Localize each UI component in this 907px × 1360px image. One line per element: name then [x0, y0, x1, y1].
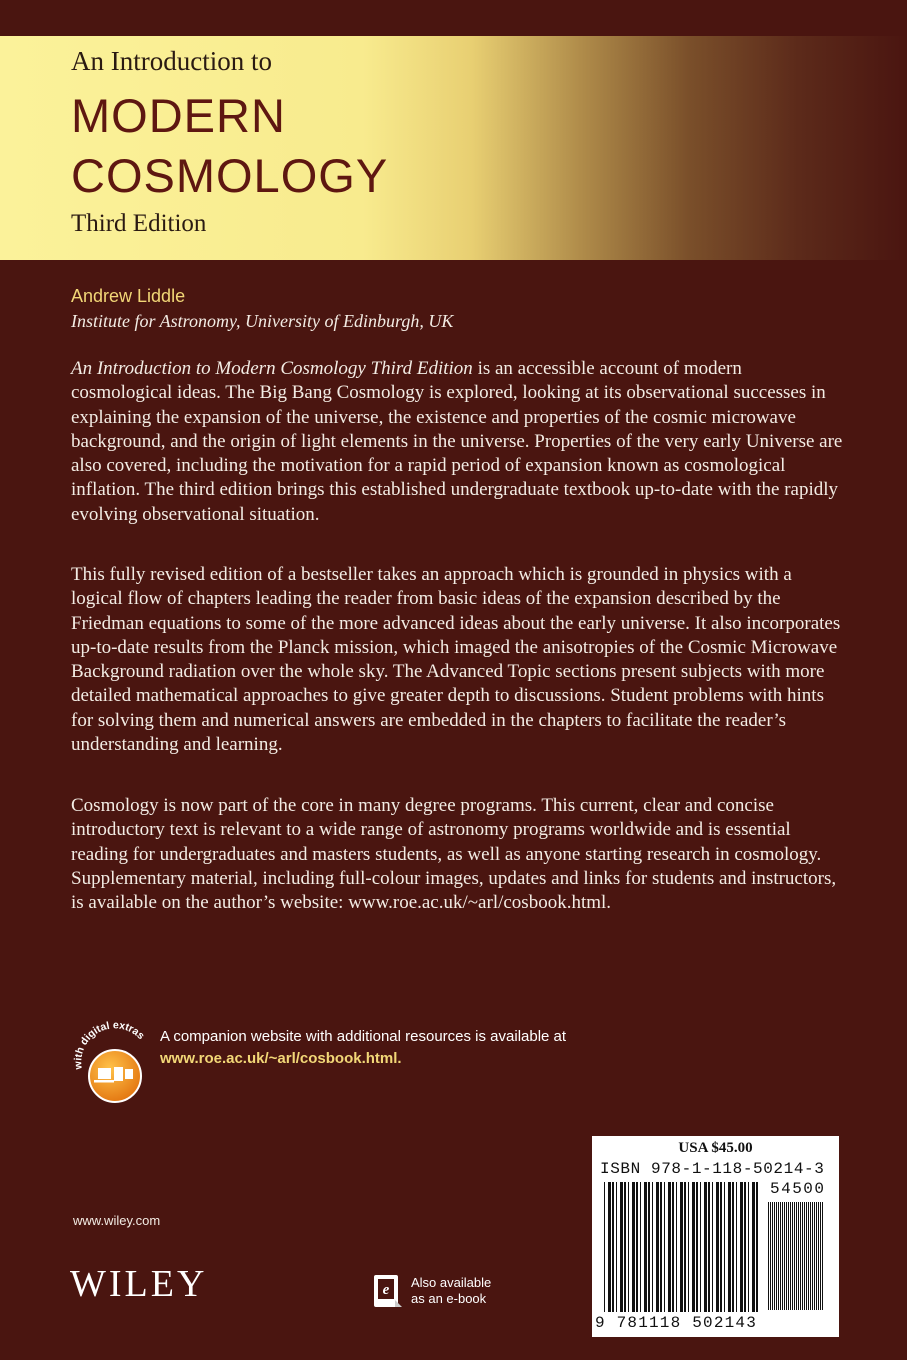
barcode-bar — [798, 1202, 799, 1310]
description-paragraph-2 — [71, 563, 846, 757]
barcode-bar — [620, 1182, 623, 1312]
ebook-icon — [373, 1274, 403, 1308]
barcode-bar — [780, 1202, 781, 1310]
barcode-bar — [612, 1182, 614, 1312]
barcode-bar — [688, 1182, 689, 1312]
barcode-bar — [644, 1182, 647, 1312]
barcode-bar — [814, 1202, 815, 1310]
book-title-italic: An Introduction to Modern Cosmology Third Edition — [71, 358, 473, 379]
barcode-bar — [696, 1182, 698, 1312]
barcode-bar — [794, 1202, 795, 1310]
companion-text: A companion website with additional resources is available at — [160, 1028, 567, 1045]
barcode-bar — [776, 1202, 777, 1310]
barcode-bar — [712, 1182, 713, 1312]
barcode-bar — [724, 1182, 725, 1312]
barcode-bar — [732, 1182, 734, 1312]
barcode-bar — [628, 1182, 629, 1312]
description-paragraph-1 — [71, 357, 846, 527]
barcode-bar — [608, 1182, 611, 1312]
digital-extras-badge-icon — [70, 1017, 160, 1107]
author-name: Andrew Liddle — [71, 286, 186, 306]
svg-text:e: e — [382, 1282, 390, 1298]
author-affiliation: Institute for Astronomy, University of Edinburgh, UK — [71, 311, 454, 331]
barcode-bar — [728, 1182, 731, 1312]
barcode-bar — [624, 1182, 626, 1312]
barcode-bar — [664, 1182, 665, 1312]
barcode-bar — [684, 1182, 686, 1312]
barcode-bar — [812, 1202, 813, 1310]
ebook-availability — [411, 1275, 491, 1307]
barcode-bar — [786, 1202, 787, 1310]
barcode-bar — [656, 1182, 659, 1312]
edition-label: Third Edition — [71, 210, 207, 237]
ean-barcode — [604, 1182, 762, 1312]
barcode-bar — [770, 1202, 771, 1310]
ebook-text-line-1: Also available — [411, 1275, 492, 1290]
barcode-bar — [790, 1202, 791, 1310]
barcode-bar — [788, 1202, 789, 1310]
description-text-3: Cosmology is now part of the core in many degree programs. This current, clear and concise introductory text is relevant to a wide range of astronomy programs worldwide and is essential reading for undergraduates and masters students, as well as anyone starting research in cosmology. Supplementary material, including full-colour images, updates and links for students and instructors, is available on the author’s website: www.roe.ac.uk/~arl/cosbook.html. — [71, 795, 837, 914]
addon-number: 54500 — [770, 1180, 826, 1198]
title-intro: An Introduction to — [71, 46, 272, 76]
price-label: USA $45.00 — [678, 1140, 753, 1156]
barcode-bar — [636, 1182, 638, 1312]
addon-barcode — [768, 1202, 826, 1310]
barcode-bar — [806, 1202, 807, 1310]
wiley-logo: WILEY — [70, 1263, 208, 1305]
barcode-bar — [774, 1202, 775, 1310]
barcode-bar — [616, 1182, 617, 1312]
barcode-bar — [822, 1202, 823, 1310]
barcode-bar — [692, 1182, 695, 1312]
barcode-bar — [672, 1182, 674, 1312]
barcode-bar — [632, 1182, 635, 1312]
barcode-bar — [716, 1182, 719, 1312]
barcode-bar — [708, 1182, 710, 1312]
barcode-bar — [744, 1182, 746, 1312]
barcode-bar — [680, 1182, 683, 1312]
barcode-bar — [818, 1202, 819, 1310]
description-text-1: is an accessible account of modern cosmological ideas. The Big Bang Cosmology is explored, looking at its observational successes in explaining the expansion of the universe, the existence and properties of the cosmic microwave background, and the origin of light elements in the universe. Properties of the very early Universe are also covered, including the motivation for a rapid period of expansion known as cosmological inflation. The third edition brings this established undergraduate textbook up-to-date with the rapidly evolving observational situation. — [71, 358, 843, 525]
companion-url-link[interactable]: www.roe.ac.uk/~arl/cosbook.html. — [160, 1050, 402, 1067]
barcode-bar — [816, 1202, 817, 1310]
barcode-bar — [772, 1202, 773, 1310]
barcode-bar — [648, 1182, 650, 1312]
isbn-label: ISBN 978-1-118-50214-3 — [600, 1160, 825, 1178]
barcode-bar — [820, 1202, 821, 1310]
description-paragraph-3 — [71, 794, 846, 915]
barcode-bar — [778, 1202, 779, 1310]
badge-label: with digital extras — [72, 1019, 147, 1070]
barcode-bar — [668, 1182, 671, 1312]
barcode-panel — [592, 1136, 839, 1337]
description-text-2: This fully revised edition of a bestseller takes an approach which is grounded in physics with a logical flow of chapters leading the reader from basic ideas of the expansion described by the Friedman equations to some of the more advanced ideas about the early universe. It also incorporates up-to-date results from the Planck mission, which imaged the anisotropies of the Cosmic Microwave Background radiation over the whole sky. The Advanced Topic sections present subjects with more detailed mathematical approaches to give greater depth to discussions. Student problems with hints for solving them and numerical answers are embedded in the chapters to facilitate the reader’s understanding and learning. — [71, 564, 841, 756]
barcode-bar — [782, 1202, 783, 1310]
barcode-bar — [752, 1182, 755, 1312]
publisher-url-link[interactable]: www.wiley.com — [73, 1213, 161, 1228]
barcode-bar — [796, 1202, 797, 1310]
barcode-bar — [652, 1182, 653, 1312]
barcode-bar — [704, 1182, 707, 1312]
barcode-bar — [756, 1182, 758, 1312]
title-modern: MODERN — [71, 89, 286, 142]
barcode-bar — [784, 1202, 785, 1310]
ebook-text-line-2: as an e-book — [411, 1291, 487, 1306]
title-cosmology: COSMOLOGY — [71, 149, 389, 202]
barcode-bar — [604, 1182, 605, 1312]
barcode-bar — [640, 1182, 641, 1312]
barcode-bar — [720, 1182, 722, 1312]
barcode-bar — [810, 1202, 811, 1310]
barcode-bar — [792, 1202, 793, 1310]
barcode-bar — [700, 1182, 701, 1312]
ean-number: 9 781118 502143 — [595, 1314, 758, 1332]
barcode-bar — [808, 1202, 809, 1310]
barcode-bar — [660, 1182, 662, 1312]
barcode-bar — [748, 1182, 749, 1312]
barcode-bar — [804, 1202, 805, 1310]
barcode-bar — [740, 1182, 743, 1312]
barcode-bar — [736, 1182, 737, 1312]
barcode-bar — [768, 1202, 769, 1310]
barcode-bar — [676, 1182, 677, 1312]
barcode-bar — [800, 1202, 801, 1310]
barcode-bar — [802, 1202, 803, 1310]
